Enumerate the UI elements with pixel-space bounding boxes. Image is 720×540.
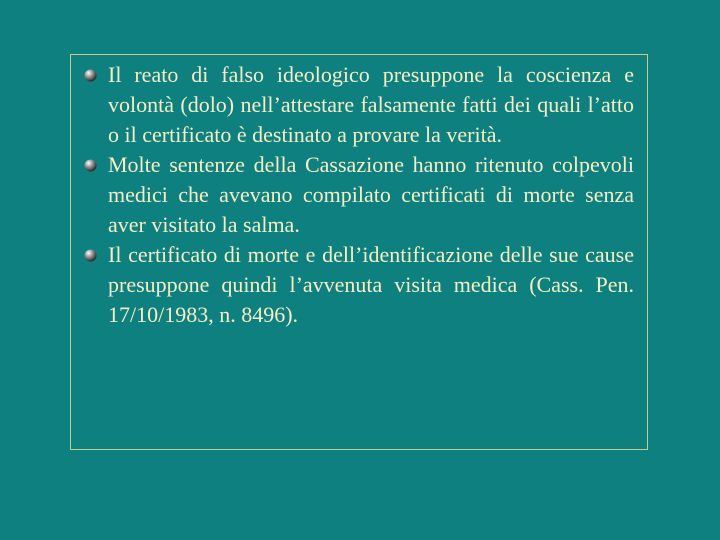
bullet-item-1 [84,60,634,150]
sphere-bullet-icon [84,69,97,82]
bullet-item-2 [84,150,634,240]
sphere-bullet-icon [84,159,97,172]
bullet-text: Il certificato di morte e dell’identificazione delle sue cause presuppone quindi l’avvenuta visita medica (Cass. Pen. 17/10/1983, n. 8496). [108,242,634,327]
bullet-text: Il reato di falso ideologico presuppone la coscienza e volontà (dolo) nell’attestare falsamente fatti dei quali l’atto o il certificato è destinato a provare la verità. [108,62,634,147]
bullet-item-3 [84,240,634,330]
sphere-bullet-icon [84,249,97,262]
bullet-list [84,60,634,330]
bullet-text: Molte sentenze della Cassazione hanno ritenuto colpevoli medici che avevano compilato certificati di morte senza aver visitato la salma. [108,152,634,237]
